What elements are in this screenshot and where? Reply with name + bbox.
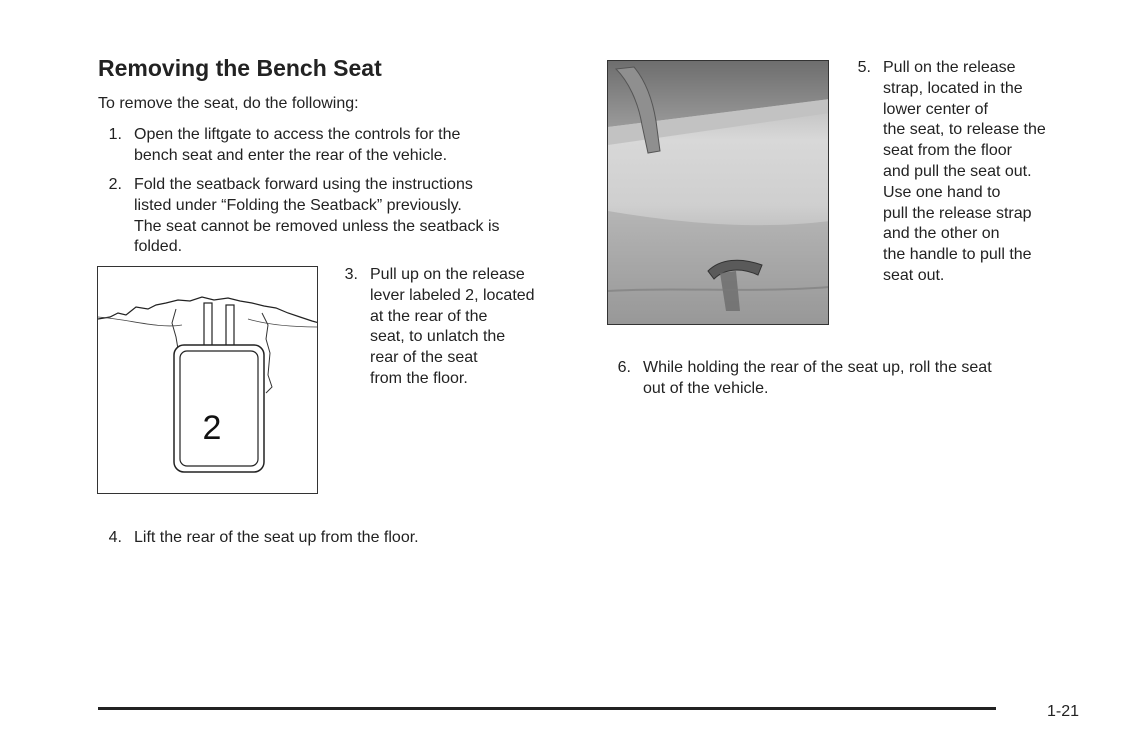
step-line: from the floor.: [370, 369, 468, 387]
step-line: seat, to unlatch the: [370, 328, 506, 346]
step-line: and pull the seat out.: [883, 162, 1032, 180]
step-number: 3.: [344, 266, 358, 283]
release-strap-illustration: [608, 61, 829, 325]
step-6: [607, 358, 1087, 400]
step-line: out of the vehicle.: [643, 379, 769, 397]
release-strap-photo: [607, 60, 829, 325]
step-line: Lift the rear of the seat up from the floor.: [134, 529, 419, 546]
step-line: rear of the seat: [370, 349, 478, 367]
step-line: pull the release strap: [883, 204, 1032, 222]
step-number: 2.: [108, 176, 122, 193]
step-line: Fold the seatback forward using the instructions: [134, 176, 473, 193]
step-line: lower center of: [883, 100, 988, 118]
step-line: the seat, to release the: [883, 121, 1046, 139]
step-line: While holding the rear of the seat up, roll the seat: [643, 359, 992, 376]
step-line: bench seat and enter the rear of the vehicle.: [134, 146, 448, 164]
step-5: [847, 58, 1107, 290]
step-line: the handle to pull the: [883, 246, 1032, 264]
step-line: lever labeled 2, located: [370, 286, 535, 304]
step-line: Pull up on the release: [370, 266, 525, 283]
step-line: listed under “Folding the Seatback” previously.: [134, 196, 462, 214]
step-number: 1.: [108, 126, 122, 143]
step-line: Pull on the release: [883, 59, 1016, 76]
step-line: Use one hand to: [883, 183, 1001, 201]
release-lever-figure: [97, 266, 318, 494]
lever-label: 2: [202, 409, 222, 447]
step-line: at the rear of the: [370, 307, 488, 325]
step-number: 4.: [108, 529, 122, 546]
footer-rule: [98, 707, 996, 710]
step-line: Open the liftgate to access the controls for the: [134, 126, 461, 143]
step-number: 6.: [617, 359, 631, 376]
step-2: [98, 175, 578, 259]
intro-text: To remove the seat, do the following:: [98, 95, 359, 112]
step-line: seat from the floor: [883, 142, 1012, 160]
step-line: The seat cannot be removed unless the seatback is: [134, 217, 500, 235]
step-3: [334, 265, 584, 391]
step-line: seat out.: [883, 266, 945, 284]
page-title: Removing the Bench Seat: [98, 55, 382, 81]
step-4: [98, 528, 578, 550]
step-number: 5.: [857, 59, 871, 76]
release-lever-illustration: [98, 267, 318, 494]
step-line: folded.: [134, 238, 183, 256]
step-1: [98, 125, 578, 167]
step-line: strap, located in the: [883, 79, 1023, 97]
page-number: 1-21: [1047, 703, 1080, 720]
step-line: and the other on: [883, 225, 1000, 243]
